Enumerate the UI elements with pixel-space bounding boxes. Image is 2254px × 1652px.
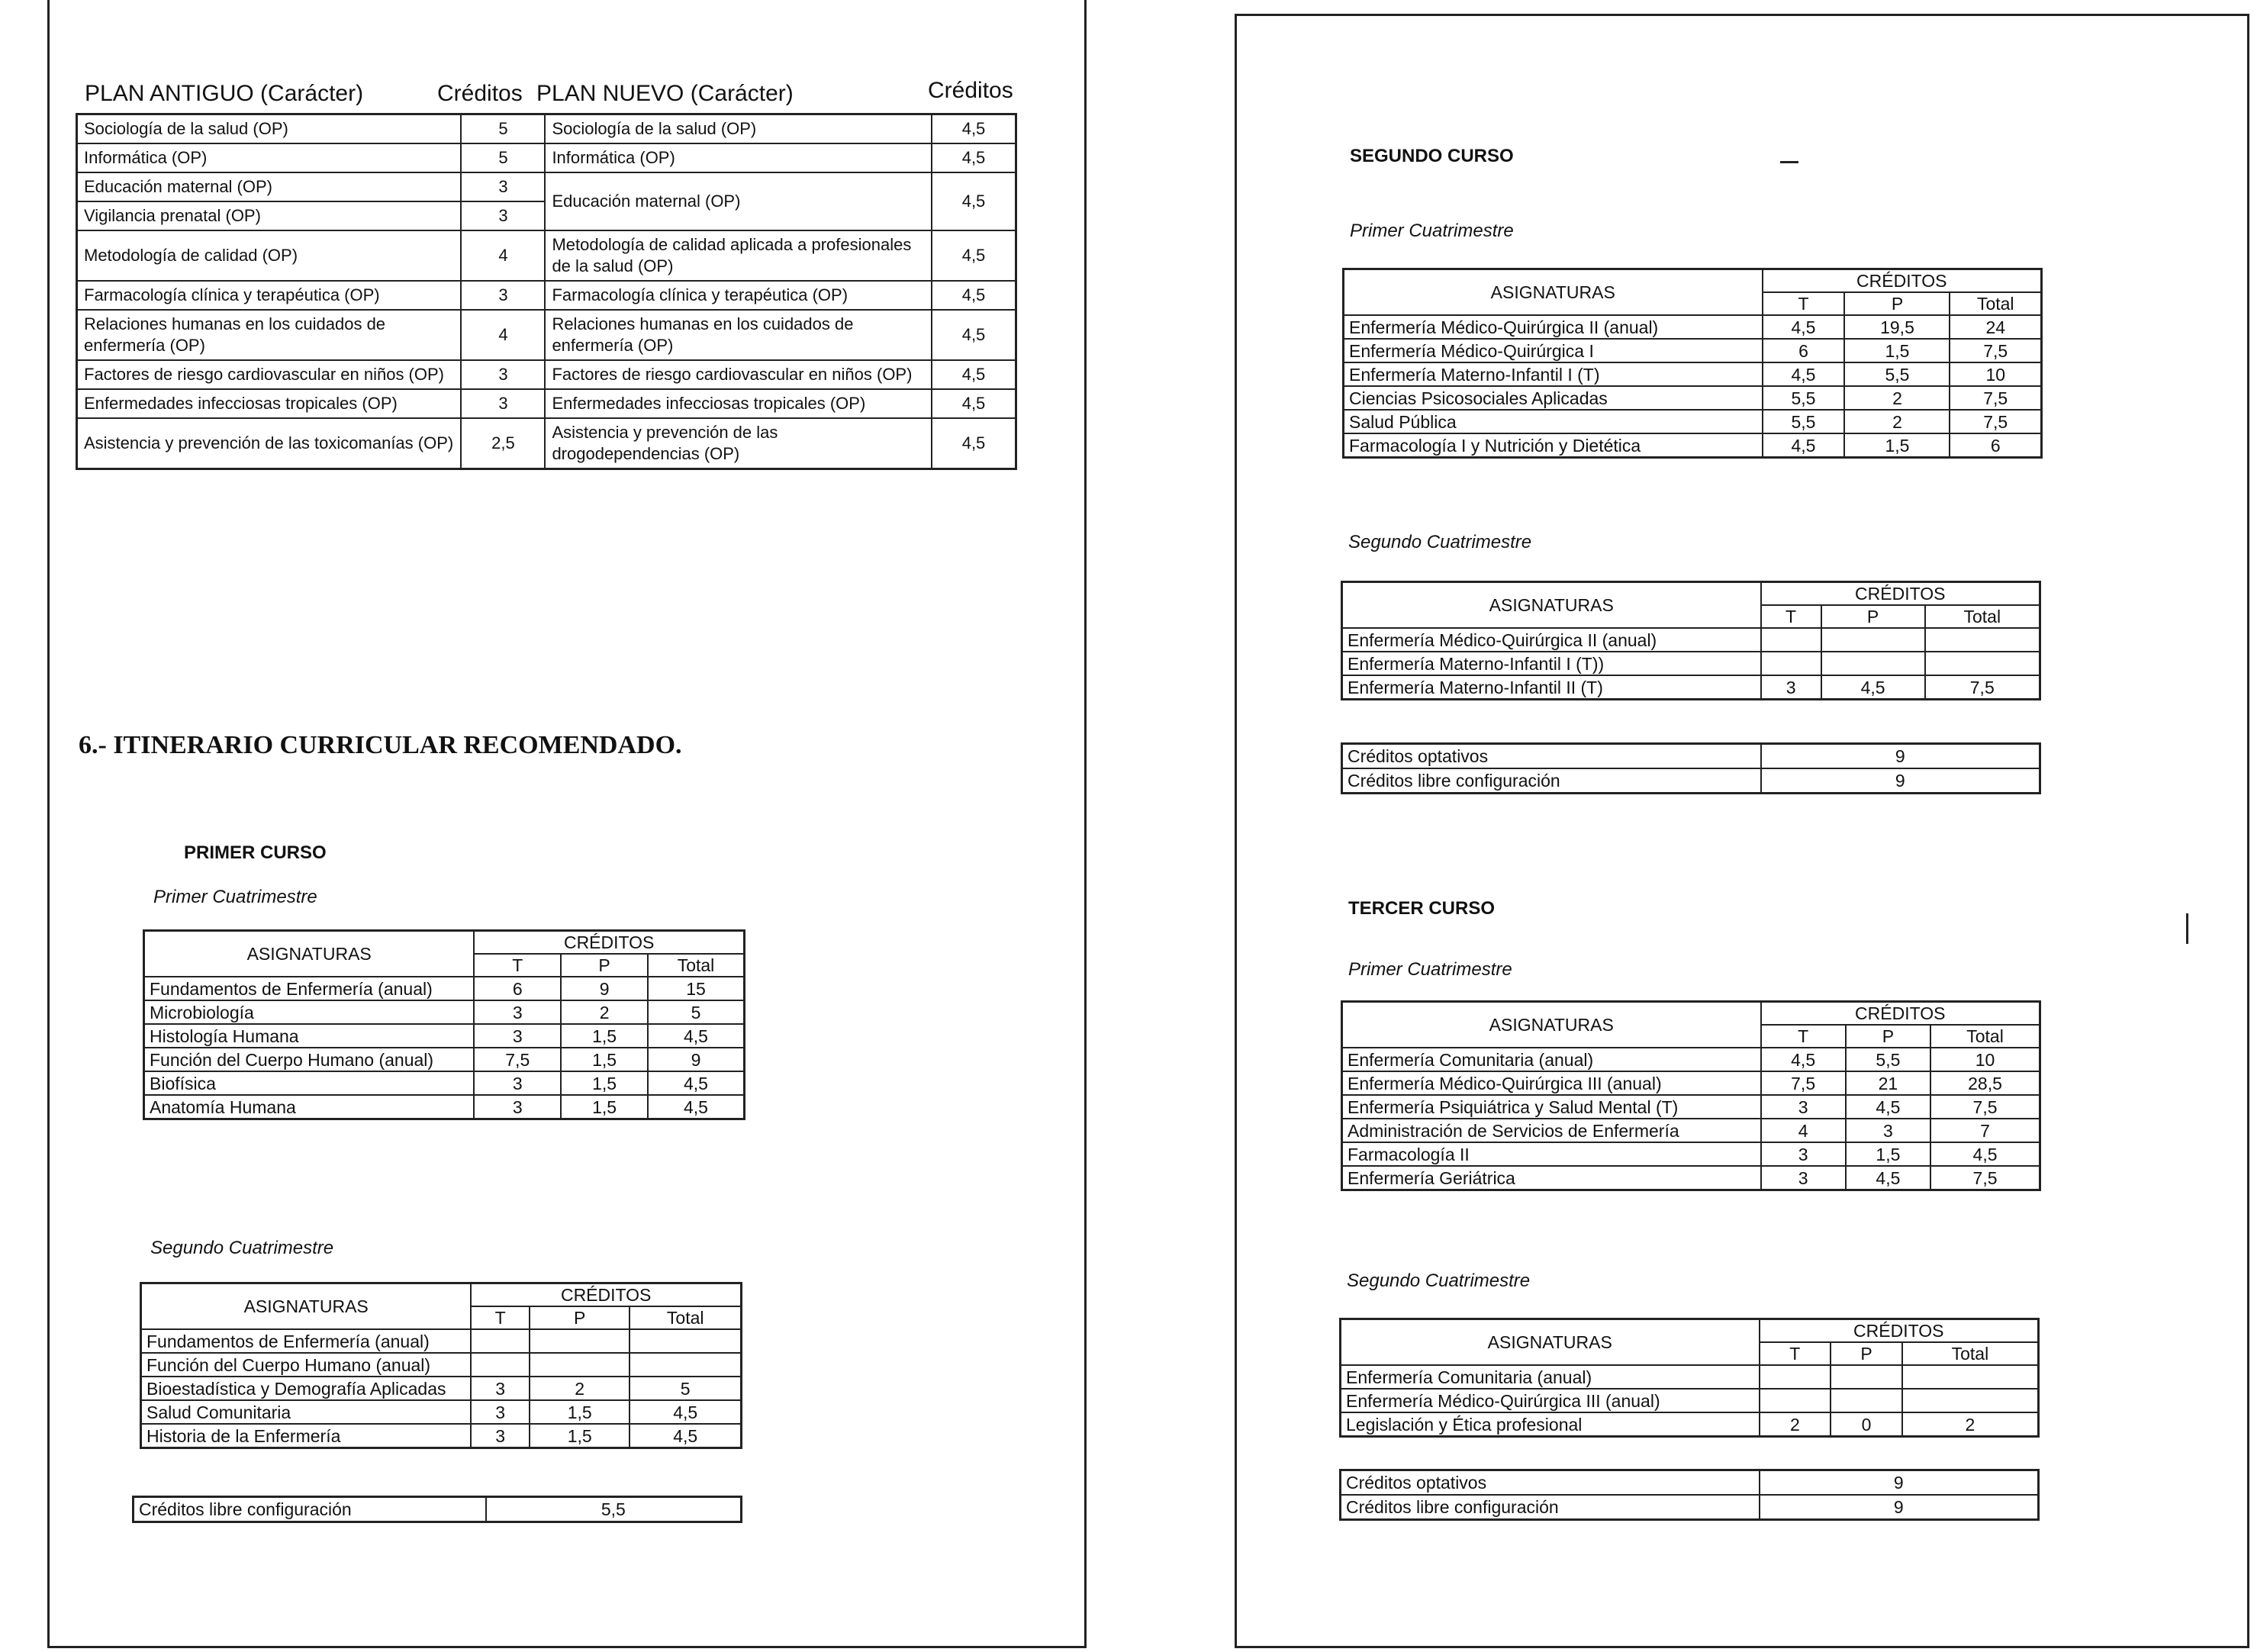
col-t: T xyxy=(471,1306,530,1329)
table-row xyxy=(77,310,1016,360)
semester-title: Segundo Cuatrimestre xyxy=(150,1238,334,1258)
credits-p: 4,5 xyxy=(1846,1095,1930,1119)
table-row xyxy=(77,281,1016,310)
credits-t: 7,5 xyxy=(1761,1071,1846,1095)
credits-p: 2 xyxy=(530,1377,630,1400)
credits-t: 3 xyxy=(1761,1166,1846,1190)
table-row xyxy=(144,1000,745,1024)
credits-t: 6 xyxy=(1763,339,1845,362)
credits-total: 7,5 xyxy=(1930,1095,2040,1119)
credits-total: 7 xyxy=(1930,1119,2040,1142)
subject-name: Función del Cuerpo Humano (anual) xyxy=(141,1353,472,1377)
credits-p: 2 xyxy=(1844,386,1950,410)
extra-label: Créditos optativos xyxy=(1341,1470,1760,1496)
credits-t: 3 xyxy=(471,1424,530,1448)
new-credits: 4,5 xyxy=(932,310,1016,360)
col-total: Total xyxy=(630,1306,741,1329)
col-creditos: CRÉDITOS xyxy=(471,1283,741,1307)
old-subject: Factores de riesgo cardiovascular en niños (OP) xyxy=(77,360,462,389)
credits-t xyxy=(1760,1389,1831,1412)
table-row xyxy=(141,1400,742,1424)
table-row xyxy=(1342,1119,2040,1142)
old-credits: 4 xyxy=(461,310,545,360)
table-row xyxy=(1342,1166,2040,1190)
equivalence-table xyxy=(76,113,1017,470)
credits-t: 4,5 xyxy=(1761,1048,1846,1071)
credits-t: 3 xyxy=(1761,675,1821,700)
credits-total: 5 xyxy=(648,1000,745,1024)
old-subject: Educación maternal (OP) xyxy=(77,172,462,201)
credits-p: 1,5 xyxy=(530,1424,630,1448)
col-asignaturas: ASIGNATURAS xyxy=(1344,269,1763,316)
table-row xyxy=(1342,744,2040,769)
credits-p: 1,5 xyxy=(1844,433,1950,458)
credits-total xyxy=(1902,1389,2039,1412)
semester-title: Primer Cuatrimestre xyxy=(153,887,317,907)
credits-p: 5,5 xyxy=(1844,362,1950,386)
credits-p: 1,5 xyxy=(561,1048,648,1071)
course-title-tercero: TERCER CURSO xyxy=(1348,898,1496,919)
credits-total: 7,5 xyxy=(1925,675,2040,700)
semester-title: Primer Cuatrimestre xyxy=(1350,221,1514,241)
table-row xyxy=(144,1048,745,1071)
old-credits: 4 xyxy=(461,230,545,281)
table-row xyxy=(77,418,1016,469)
table-row xyxy=(141,1329,742,1353)
extra-value: 5,5 xyxy=(486,1497,742,1522)
extra-credits-table-primero xyxy=(132,1496,742,1523)
col-creditos: CRÉDITOS xyxy=(1761,1002,2040,1026)
credits-p: 9 xyxy=(561,977,648,1000)
new-subject: Relaciones humanas en los cuidados de enfermería (OP) xyxy=(545,310,932,360)
table-row xyxy=(1341,1389,2039,1412)
credits-t: 5,5 xyxy=(1763,386,1845,410)
old-subject: Sociología de la salud (OP) xyxy=(77,114,462,144)
subject-name: Enfermería Médico-Quirúrgica I xyxy=(1344,339,1763,362)
col-asignaturas: ASIGNATURAS xyxy=(144,931,475,977)
table-row xyxy=(77,360,1016,389)
table-row xyxy=(1344,410,2042,433)
col-asignaturas: ASIGNATURAS xyxy=(141,1283,472,1330)
subject-name: Enfermería Materno-Infantil I (T)) xyxy=(1342,652,1761,675)
col-p: P xyxy=(530,1306,630,1329)
credits-p xyxy=(530,1353,630,1377)
col-t: T xyxy=(1761,1025,1846,1048)
subject-name: Enfermería Comunitaria (anual) xyxy=(1342,1048,1761,1071)
credits-t: 7,5 xyxy=(474,1048,561,1071)
credits-total: 4,5 xyxy=(648,1095,745,1119)
subject-name: Enfermería Materno-Infantil I (T) xyxy=(1344,362,1763,386)
credits-total xyxy=(630,1329,741,1353)
col-t: T xyxy=(1760,1342,1831,1365)
credits-t xyxy=(1761,652,1821,675)
credits-t: 2 xyxy=(1760,1412,1831,1437)
subject-name: Microbiología xyxy=(144,1000,475,1024)
credits-total xyxy=(630,1353,741,1377)
table-row xyxy=(1342,652,2040,675)
credits-total xyxy=(1902,1365,2039,1389)
credits-p: 1,5 xyxy=(1844,339,1950,362)
table-row xyxy=(144,1095,745,1119)
extra-value: 9 xyxy=(1761,744,2040,769)
credits-t: 3 xyxy=(474,1071,561,1095)
col-p: P xyxy=(561,954,648,977)
subject-name: Función del Cuerpo Humano (anual) xyxy=(144,1048,475,1071)
col-creditos: CRÉDITOS xyxy=(474,931,744,955)
old-plan-credits-heading: Créditos xyxy=(437,81,523,106)
credits-p: 1,5 xyxy=(561,1095,648,1119)
credits-p: 1,5 xyxy=(561,1024,648,1048)
table-row xyxy=(134,1497,742,1522)
credits-t: 5,5 xyxy=(1763,410,1845,433)
new-subject: Factores de riesgo cardiovascular en niños (OP) xyxy=(545,360,932,389)
old-credits: 2,5 xyxy=(461,418,545,469)
new-plan-heading: PLAN NUEVO (Carácter) xyxy=(536,81,794,106)
subject-name: Histología Humana xyxy=(144,1024,475,1048)
credits-t: 4,5 xyxy=(1763,433,1845,458)
subject-name: Farmacología II xyxy=(1342,1142,1761,1166)
col-total: Total xyxy=(1925,605,2040,628)
left-page xyxy=(47,0,1087,1648)
table-row xyxy=(77,143,1016,172)
table-row xyxy=(77,172,1016,201)
margin-mark xyxy=(2186,913,2188,944)
table-row xyxy=(1342,1095,2040,1119)
table-row xyxy=(1342,768,2040,794)
col-asignaturas: ASIGNATURAS xyxy=(1342,1002,1761,1048)
extra-value: 9 xyxy=(1760,1470,2039,1496)
subject-name: Enfermería Psiquiátrica y Salud Mental (T) xyxy=(1342,1095,1761,1119)
credits-table-segundo-sem2 xyxy=(1341,581,2041,700)
semester-title: Primer Cuatrimestre xyxy=(1348,959,1512,980)
credits-total xyxy=(1925,652,2040,675)
section-title: 6.- ITINERARIO CURRICULAR RECOMENDADO. xyxy=(79,731,682,759)
credits-t: 4,5 xyxy=(1763,315,1845,339)
credits-p xyxy=(1821,652,1925,675)
dash-mark xyxy=(1780,161,1798,163)
col-creditos: CRÉDITOS xyxy=(1763,269,2042,293)
credits-total: 4,5 xyxy=(648,1071,745,1095)
table-row xyxy=(141,1424,742,1448)
new-credits: 4,5 xyxy=(932,418,1016,469)
credits-table-primero-sem1 xyxy=(143,929,745,1120)
new-subject: Educación maternal (OP) xyxy=(545,172,932,230)
table-row xyxy=(144,1071,745,1095)
credits-table-primero-sem2 xyxy=(140,1282,742,1449)
new-credits: 4,5 xyxy=(932,114,1016,144)
table-row xyxy=(1344,362,2042,386)
credits-total: 10 xyxy=(1950,362,2041,386)
credits-table-segundo-sem1 xyxy=(1342,268,2043,459)
credits-t: 3 xyxy=(474,1024,561,1048)
subject-name: Salud Comunitaria xyxy=(141,1400,472,1424)
col-total: Total xyxy=(1950,292,2041,315)
credits-p: 1,5 xyxy=(561,1071,648,1095)
right-page xyxy=(1235,14,2249,1648)
subject-name: Historia de la Enfermería xyxy=(141,1424,472,1448)
new-credits: 4,5 xyxy=(932,389,1016,418)
credits-t xyxy=(471,1329,530,1353)
credits-p: 3 xyxy=(1846,1119,1930,1142)
old-subject: Farmacología clínica y terapéutica (OP) xyxy=(77,281,462,310)
subject-name: Fundamentos de Enfermería (anual) xyxy=(141,1329,472,1353)
credits-p: 21 xyxy=(1846,1071,1930,1095)
credits-t: 4,5 xyxy=(1763,362,1845,386)
course-title-primero: PRIMER CURSO xyxy=(184,842,327,863)
old-subject: Relaciones humanas en los cuidados de enfermería (OP) xyxy=(77,310,462,360)
old-credits: 3 xyxy=(461,281,545,310)
credits-table-tercero-sem2 xyxy=(1339,1318,2040,1438)
table-row xyxy=(141,1353,742,1377)
subject-name: Fundamentos de Enfermería (anual) xyxy=(144,977,475,1000)
credits-p: 1,5 xyxy=(530,1400,630,1424)
table-row xyxy=(77,230,1016,281)
credits-t: 3 xyxy=(1761,1142,1846,1166)
subject-name: Ciencias Psicosociales Aplicadas xyxy=(1344,386,1763,410)
credits-t xyxy=(1760,1365,1831,1389)
old-credits: 3 xyxy=(461,201,545,230)
credits-p xyxy=(1831,1365,1902,1389)
subject-name: Enfermería Médico-Quirúrgica II (anual) xyxy=(1344,315,1763,339)
subject-name: Enfermería Médico-Quirúrgica II (anual) xyxy=(1342,628,1761,652)
table-row xyxy=(1341,1495,2039,1520)
col-total: Total xyxy=(1902,1342,2039,1365)
table-row xyxy=(77,389,1016,418)
old-subject: Informática (OP) xyxy=(77,143,462,172)
old-subject: Enfermedades infecciosas tropicales (OP) xyxy=(77,389,462,418)
credits-p xyxy=(1831,1389,1902,1412)
old-plan-heading: PLAN ANTIGUO (Carácter) xyxy=(85,81,364,106)
extra-credits-table-segundo xyxy=(1341,742,2041,794)
credits-t: 3 xyxy=(1761,1095,1846,1119)
credits-p: 5,5 xyxy=(1846,1048,1930,1071)
new-credits: 4,5 xyxy=(932,360,1016,389)
table-row xyxy=(1342,628,2040,652)
table-row xyxy=(1341,1365,2039,1389)
table-row xyxy=(144,1024,745,1048)
table-row xyxy=(144,977,745,1000)
credits-total: 2 xyxy=(1902,1412,2039,1437)
credits-total: 9 xyxy=(648,1048,745,1071)
subject-name: Enfermería Médico-Quirúrgica III (anual) xyxy=(1341,1389,1760,1412)
subject-name: Legislación y Ética profesional xyxy=(1341,1412,1760,1437)
col-p: P xyxy=(1831,1342,1902,1365)
col-asignaturas: ASIGNATURAS xyxy=(1342,582,1761,629)
course-title-segundo: SEGUNDO CURSO xyxy=(1350,146,1514,166)
credits-total: 5 xyxy=(630,1377,741,1400)
credits-total: 7,5 xyxy=(1950,410,2041,433)
credits-p: 4,5 xyxy=(1846,1166,1930,1190)
col-asignaturas: ASIGNATURAS xyxy=(1341,1319,1760,1366)
new-subject: Metodología de calidad aplicada a profesionales de la salud (OP) xyxy=(545,230,932,281)
table-row xyxy=(1341,1470,2039,1496)
subject-name: Enfermería Médico-Quirúrgica III (anual) xyxy=(1342,1071,1761,1095)
credits-p xyxy=(1821,628,1925,652)
semester-title: Segundo Cuatrimestre xyxy=(1348,532,1532,552)
col-t: T xyxy=(474,954,561,977)
table-row xyxy=(1341,1412,2039,1437)
extra-label: Créditos libre configuración xyxy=(1341,1495,1760,1520)
semester-title: Segundo Cuatrimestre xyxy=(1347,1270,1531,1291)
table-row xyxy=(1344,433,2042,458)
extra-label: Créditos libre configuración xyxy=(134,1497,486,1522)
credits-t: 3 xyxy=(471,1377,530,1400)
new-subject: Asistencia y prevención de las drogodependencias (OP) xyxy=(545,418,932,469)
credits-total: 7,5 xyxy=(1950,386,2041,410)
extra-value: 9 xyxy=(1761,768,2040,794)
credits-total: 4,5 xyxy=(1930,1142,2040,1166)
credits-total: 6 xyxy=(1950,433,2041,458)
col-t: T xyxy=(1763,292,1845,315)
credits-t: 4 xyxy=(1761,1119,1846,1142)
credits-p: 0 xyxy=(1831,1412,1902,1437)
subject-name: Farmacología I y Nutrición y Dietética xyxy=(1344,433,1763,458)
credits-p xyxy=(530,1329,630,1353)
extra-value: 9 xyxy=(1760,1495,2039,1520)
credits-t: 6 xyxy=(474,977,561,1000)
credits-total: 28,5 xyxy=(1930,1071,2040,1095)
credits-total: 15 xyxy=(648,977,745,1000)
credits-total: 4,5 xyxy=(630,1400,741,1424)
col-creditos: CRÉDITOS xyxy=(1761,582,2040,606)
old-subject: Asistencia y prevención de las toxicomanías (OP) xyxy=(77,418,462,469)
old-subject: Metodología de calidad (OP) xyxy=(77,230,462,281)
table-row xyxy=(1344,315,2042,339)
table-row xyxy=(77,114,1016,144)
credits-p: 2 xyxy=(561,1000,648,1024)
col-t: T xyxy=(1761,605,1821,628)
table-row xyxy=(1344,339,2042,362)
new-credits: 4,5 xyxy=(932,230,1016,281)
credits-t: 3 xyxy=(474,1095,561,1119)
table-row xyxy=(1342,1071,2040,1095)
old-subject: Vigilancia prenatal (OP) xyxy=(77,201,462,230)
table-row xyxy=(1344,386,2042,410)
extra-credits-table-tercero xyxy=(1339,1469,2040,1521)
credits-total: 10 xyxy=(1930,1048,2040,1071)
credits-p: 1,5 xyxy=(1846,1142,1930,1166)
subject-name: Administración de Servicios de Enfermería xyxy=(1342,1119,1761,1142)
table-row xyxy=(141,1377,742,1400)
credits-p: 2 xyxy=(1844,410,1950,433)
new-subject: Sociología de la salud (OP) xyxy=(545,114,932,144)
col-p: P xyxy=(1821,605,1925,628)
credits-table-tercero-sem1 xyxy=(1341,1000,2041,1191)
extra-label: Créditos libre configuración xyxy=(1342,768,1761,794)
subject-name: Enfermería Comunitaria (anual) xyxy=(1341,1365,1760,1389)
new-credits: 4,5 xyxy=(932,172,1016,230)
table-row xyxy=(1342,1048,2040,1071)
credits-total xyxy=(1925,628,2040,652)
col-total: Total xyxy=(1930,1025,2040,1048)
credits-total: 4,5 xyxy=(630,1424,741,1448)
subject-name: Enfermería Materno-Infantil II (T) xyxy=(1342,675,1761,700)
old-credits: 5 xyxy=(461,114,545,144)
credits-p: 19,5 xyxy=(1844,315,1950,339)
new-credits: 4,5 xyxy=(932,143,1016,172)
credits-t: 3 xyxy=(471,1400,530,1424)
credits-p: 4,5 xyxy=(1821,675,1925,700)
old-credits: 5 xyxy=(461,143,545,172)
extra-label: Créditos optativos xyxy=(1342,744,1761,769)
col-p: P xyxy=(1844,292,1950,315)
subject-name: Biofísica xyxy=(144,1071,475,1095)
credits-total: 24 xyxy=(1950,315,2041,339)
credits-t: 3 xyxy=(474,1000,561,1024)
subject-name: Salud Pública xyxy=(1344,410,1763,433)
new-subject: Farmacología clínica y terapéutica (OP) xyxy=(545,281,932,310)
col-creditos: CRÉDITOS xyxy=(1760,1319,2039,1343)
new-plan-credits-heading: Créditos xyxy=(928,78,1013,103)
credits-t xyxy=(471,1353,530,1377)
credits-total: 7,5 xyxy=(1950,339,2041,362)
credits-total: 4,5 xyxy=(648,1024,745,1048)
subject-name: Anatomía Humana xyxy=(144,1095,475,1119)
table-row xyxy=(1342,1142,2040,1166)
table-row xyxy=(1342,675,2040,700)
new-subject: Enfermedades infecciosas tropicales (OP) xyxy=(545,389,932,418)
new-subject: Informática (OP) xyxy=(545,143,932,172)
subject-name: Enfermería Geriátrica xyxy=(1342,1166,1761,1190)
col-total: Total xyxy=(648,954,745,977)
old-credits: 3 xyxy=(461,360,545,389)
credits-total: 7,5 xyxy=(1930,1166,2040,1190)
col-p: P xyxy=(1846,1025,1930,1048)
old-credits: 3 xyxy=(461,172,545,201)
credits-t xyxy=(1761,628,1821,652)
new-credits: 4,5 xyxy=(932,281,1016,310)
subject-name: Bioestadística y Demografía Aplicadas xyxy=(141,1377,472,1400)
old-credits: 3 xyxy=(461,389,545,418)
